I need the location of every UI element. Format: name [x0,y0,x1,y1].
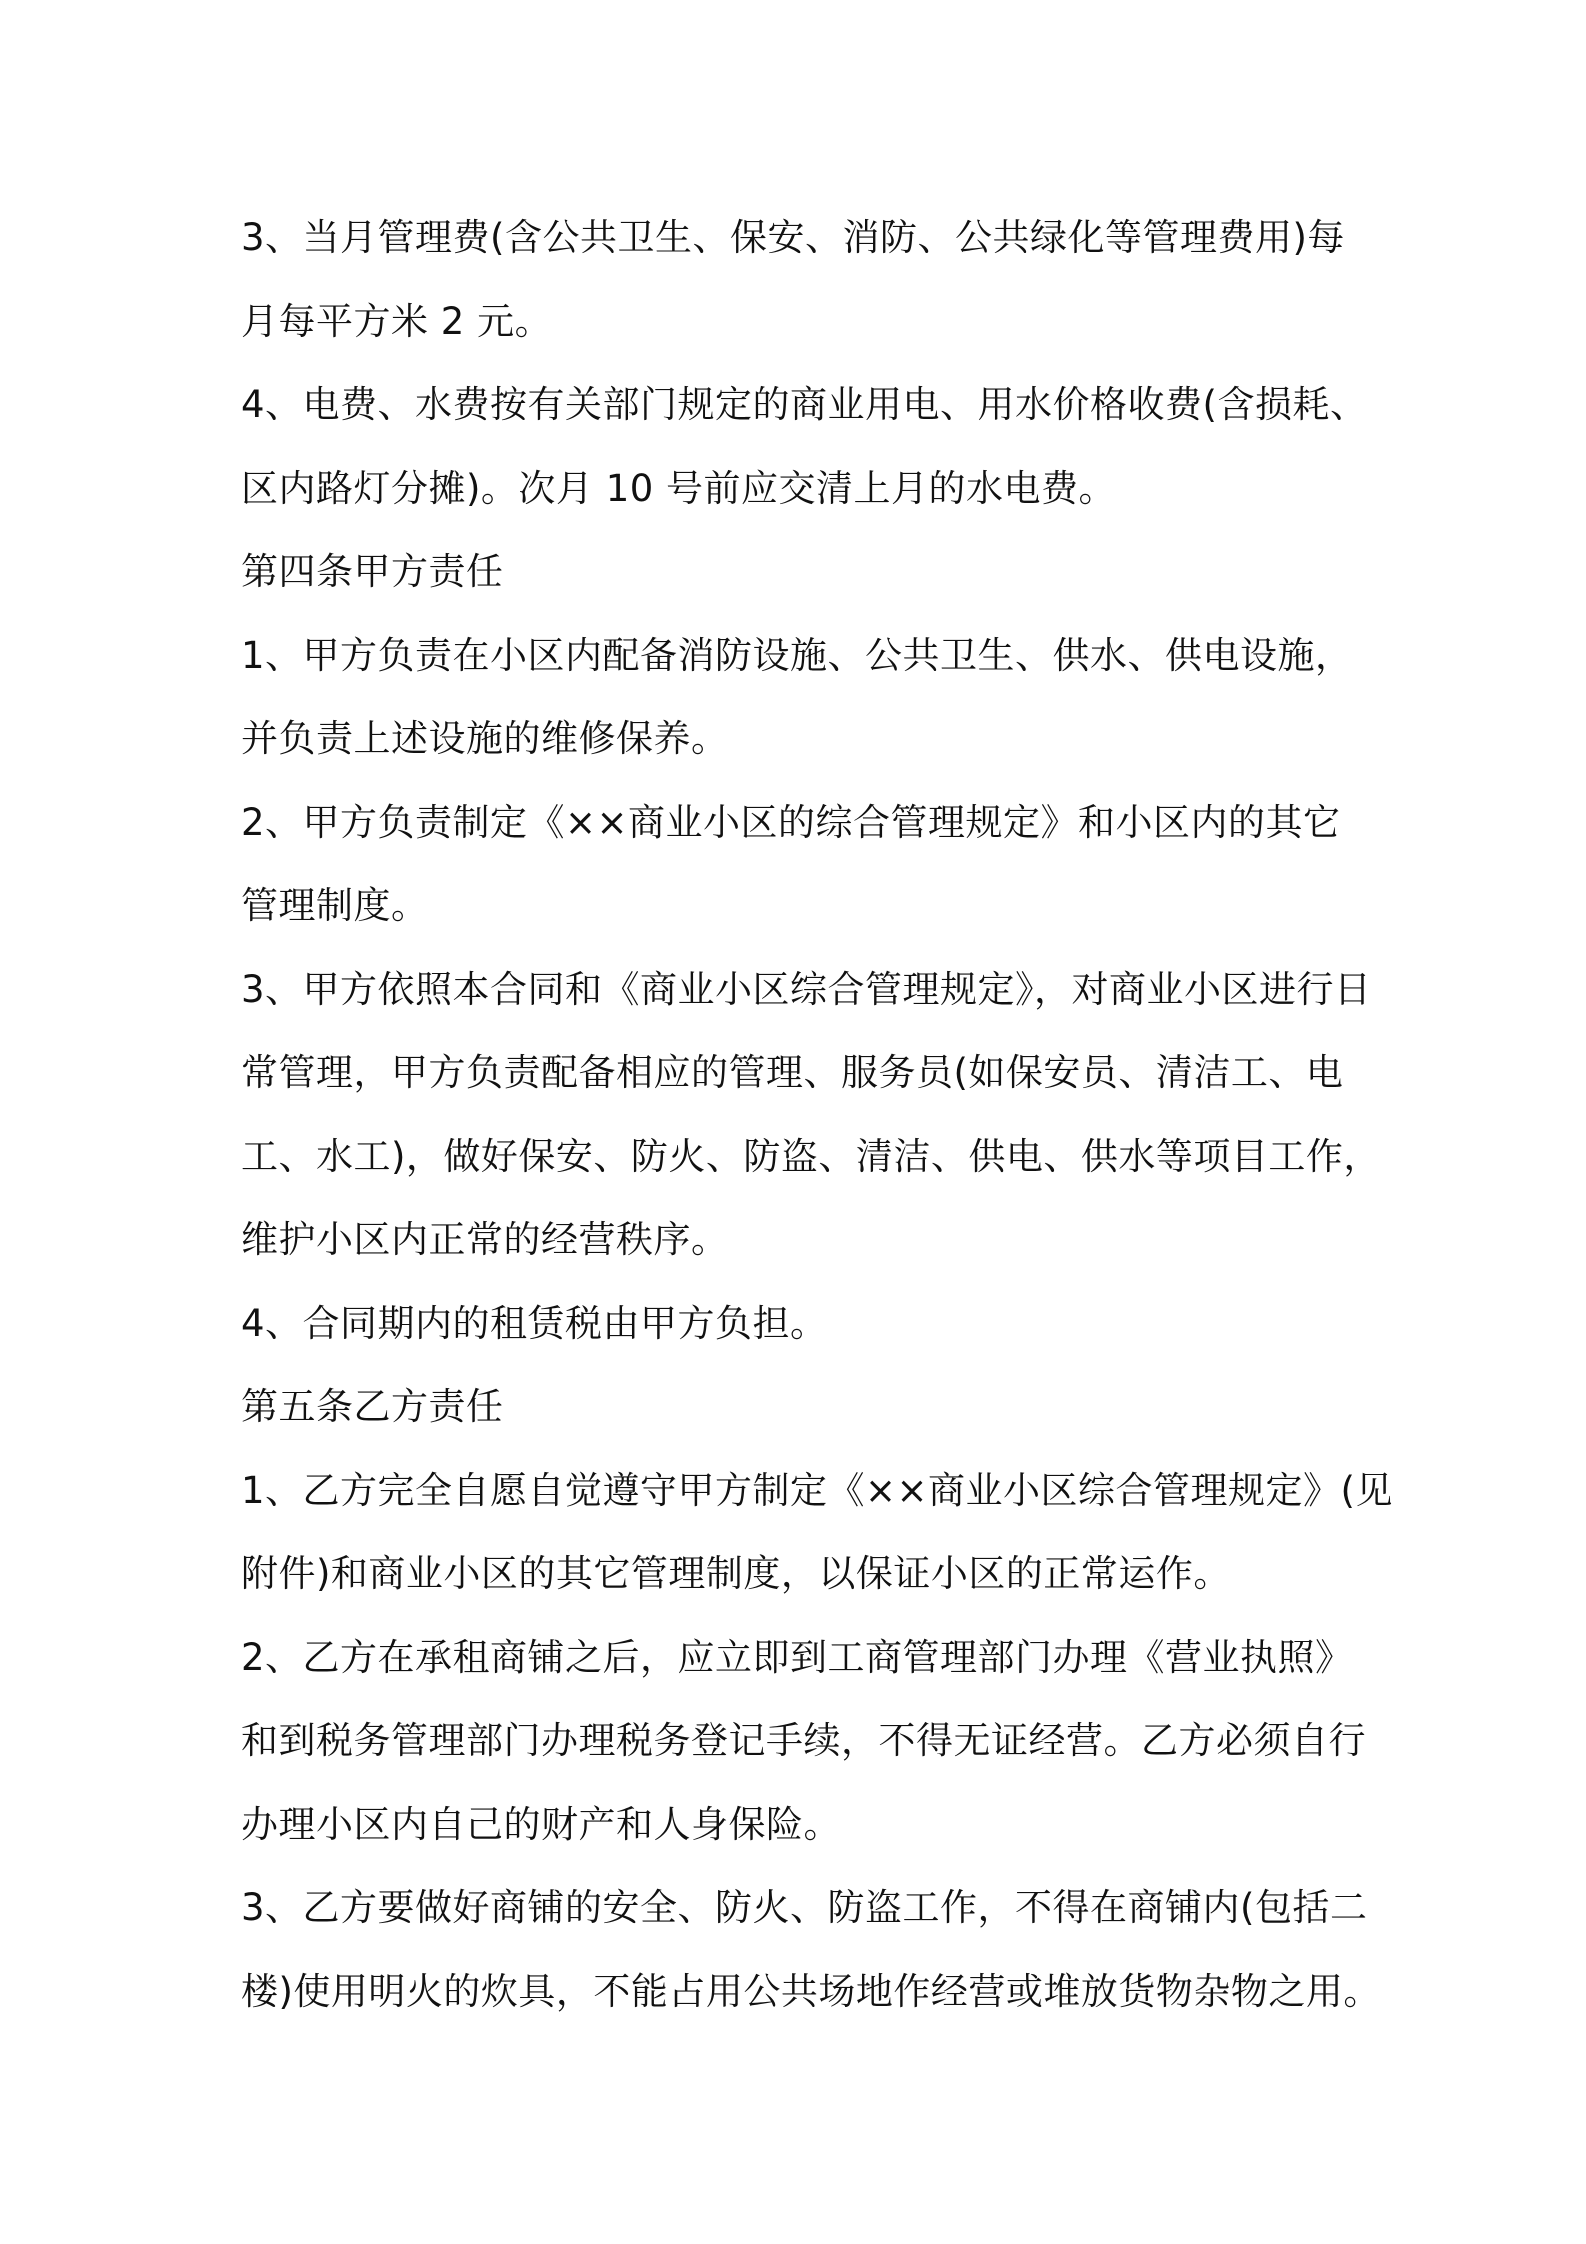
document-body [241,196,1393,2033]
text-line: 管理制度。 [241,884,429,927]
text-line: 1、乙方完全自愿自觉遵守甲方制定《××商业小区综合管理规定》(见 [241,1468,1393,1512]
text-line: 3、乙方要做好商铺的安全、防火、防盗工作，不得在商铺内(包括二 [241,1886,1368,1929]
text-line: 3、甲方依照本合同和《商业小区综合管理规定》，对商业小区进行日 [241,967,1372,1011]
text-line: 4、合同期内的租赁税由甲方负担。 [241,1301,828,1345]
text-line: 2、甲方负责制定《××商业小区的综合管理规定》和小区内的其它 [241,800,1341,844]
text-line: 1、甲方负责在小区内配备消防设施、公共卫生、供水、供电设施， [241,633,1353,677]
text-line: 附件)和商业小区的其它管理制度，以保证小区的正常运作。 [241,1552,1231,1595]
text-line: 楼)使用明火的炊具，不能占用公共场地作经营或堆放货物杂物之用。 [241,1969,1381,2013]
text-line: 区内路灯分摊)。次月 10 号前应交清上月的水电费。 [241,466,1117,510]
text-line: 4、电费、水费按有关部门规定的商业用电、用水价格收费(含损耗、 [241,383,1368,426]
text-line: 3、当月管理费(含公共卫生、保安、消防、公共绿化等管理费用)每 [241,216,1345,259]
text-line: 维护小区内正常的经营秩序。 [241,1218,729,1261]
text-line: 并负责上述设施的维修保养。 [241,717,729,760]
text-line: 和到税务管理部门办理税务登记手续，不得无证经营。乙方必须自行 [241,1719,1366,1762]
text-line: 工、水工)，做好保安、防火、防盗、清洁、供电、供水等项目工作， [241,1134,1381,1178]
text-line: 办理小区内自己的财产和人身保险。 [241,1802,841,1846]
text-line: 常管理，甲方负责配备相应的管理、服务员(如保安员、清洁工、电 [241,1051,1344,1094]
text-line: 2、乙方在承租商铺之后，应立即到工商管理部门办理《营业执照》 [241,1635,1353,1679]
text-line: 月每平方米 2 元。 [241,299,553,343]
section-heading: 第四条甲方责任 [241,550,504,593]
section-heading: 第五条乙方责任 [241,1385,504,1428]
